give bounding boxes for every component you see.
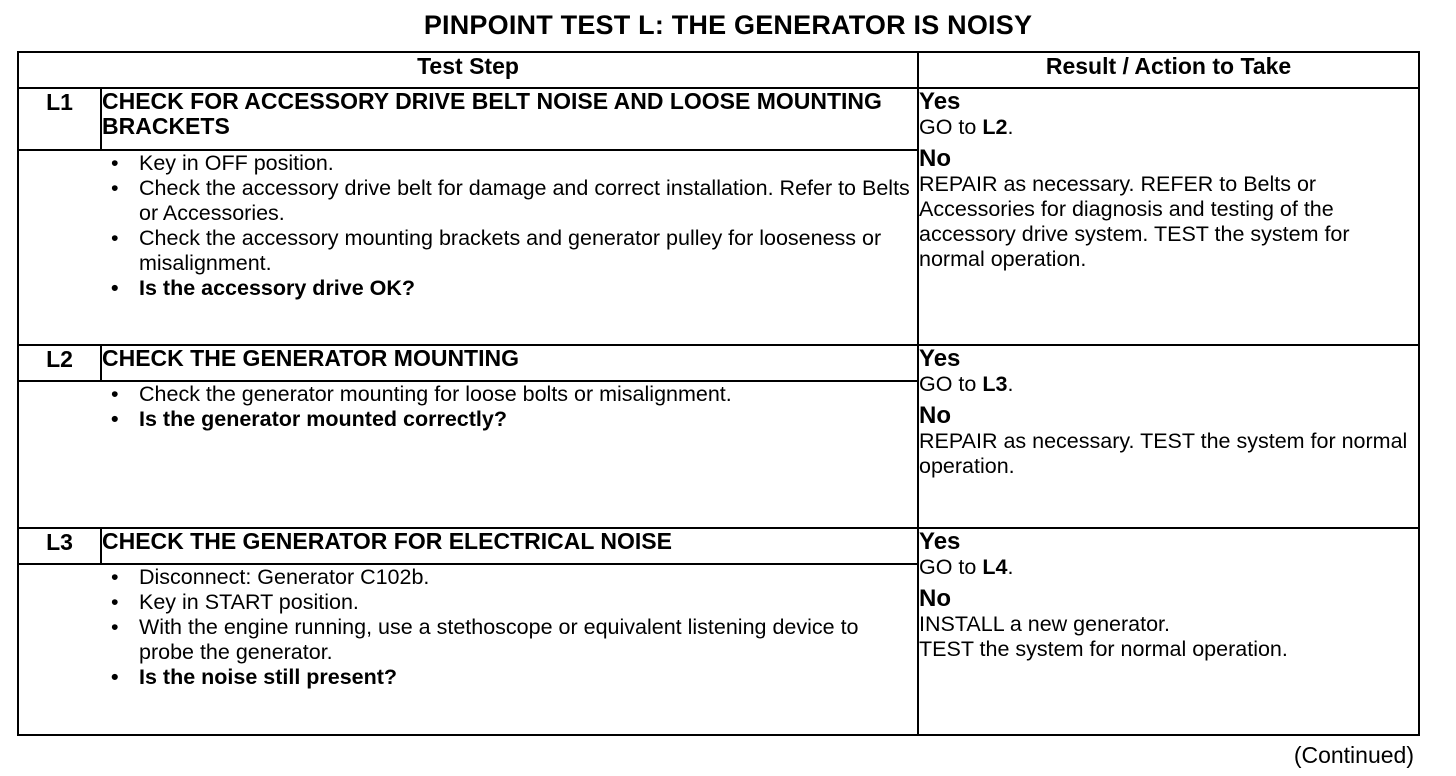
step-question: • Is the generator mounted correctly? (101, 407, 917, 432)
step-bullet: • Disconnect: Generator C102b. (101, 565, 917, 590)
no-action: REPAIR as necessary. TEST the system for normal operation. (919, 429, 1408, 478)
step-bullets (101, 565, 917, 690)
step-result-cell (918, 88, 1419, 345)
no-label: No (919, 585, 952, 612)
step-number-blank (18, 564, 101, 735)
step-number: L3 (18, 528, 101, 564)
step-number-blank (18, 381, 101, 528)
step-result-cell (918, 528, 1419, 735)
step-question: • Is the noise still present? (101, 665, 917, 690)
step-title: CHECK THE GENERATOR MOUNTING (101, 345, 918, 381)
no-label: No (919, 402, 952, 429)
step-title-row (18, 528, 1419, 564)
step-body (101, 564, 918, 735)
no-label: No (919, 145, 952, 172)
goto-step-link: L4 (982, 555, 1008, 579)
yes-action: GO to L4. (919, 555, 1014, 579)
yes-label: Yes (919, 88, 961, 115)
step-bullet: • With the engine running, use a stethoscope or equivalent listening device to probe the generator. (101, 615, 917, 665)
page-title: PINPOINT TEST L: THE GENERATOR IS NOISY (423, 10, 1033, 40)
header-test-step: Test Step (18, 52, 918, 88)
header-result-action: Result / Action to Take (918, 52, 1419, 88)
yes-action: GO to L2. (919, 115, 1014, 139)
no-action: REPAIR as necessary. REFER to Belts or Accessories for diagnosis and testing of the accessory drive system. TEST the system for normal operation. (919, 172, 1350, 271)
pinpoint-test-table (17, 51, 1420, 736)
step-bullet: • Check the accessory drive belt for damage and correct installation. Refer to Belts or Accessories. (101, 176, 917, 226)
step-bullet: • Key in OFF position. (101, 151, 917, 176)
no-action-2: TEST the system for normal operation. (919, 637, 1288, 661)
goto-step-link: L3 (982, 372, 1008, 396)
step-body (101, 150, 918, 345)
step-number-blank (18, 150, 101, 345)
no-action-1: INSTALL a new generator. (919, 612, 1170, 636)
step-number: L2 (18, 345, 101, 381)
step-bullets (101, 382, 917, 432)
step-body (101, 381, 918, 528)
step-bullet: • Check the generator mounting for loose bolts or misalignment. (101, 382, 917, 407)
yes-action: GO to L3. (919, 372, 1014, 396)
continued-label: (Continued) (1293, 742, 1414, 768)
step-result-cell (918, 345, 1419, 528)
yes-label: Yes (919, 528, 961, 555)
step-title: CHECK THE GENERATOR FOR ELECTRICAL NOISE (101, 528, 918, 564)
step-number: L1 (18, 88, 101, 150)
step-title: CHECK FOR ACCESSORY DRIVE BELT NOISE AND LOOSE MOUNTING BRACKETS (101, 88, 918, 150)
yes-label: Yes (919, 345, 961, 372)
goto-step-link: L2 (982, 115, 1008, 139)
step-bullet: • Check the accessory mounting brackets and generator pulley for looseness or misalignment. (101, 226, 917, 276)
step-question: • Is the accessory drive OK? (101, 276, 917, 301)
step-title-row (18, 88, 1419, 150)
step-title-row (18, 345, 1419, 381)
header-row (18, 52, 1419, 88)
step-bullet: • Key in START position. (101, 590, 917, 615)
step-bullets (101, 151, 917, 301)
